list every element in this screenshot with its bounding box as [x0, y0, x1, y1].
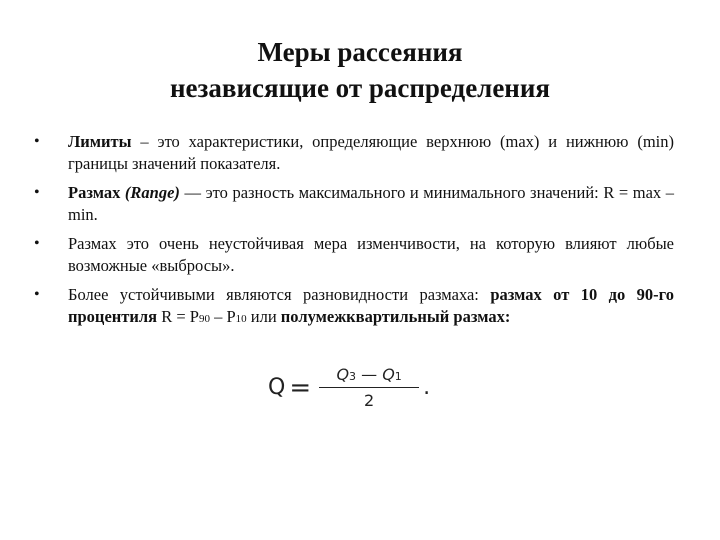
percentile-sub-90: 90 [198, 313, 210, 325]
q3-symbol: Q [336, 365, 350, 384]
fraction-denominator: 2 [364, 391, 375, 410]
or-connector: или [246, 307, 281, 326]
term-percentile-range: размах от 10 до 90-го процентиля [68, 285, 674, 326]
title-line-2: независящие от распределения [169, 73, 551, 103]
formula-fraction [319, 365, 419, 410]
bullet-range-instability [34, 233, 674, 277]
minus-sign: — [356, 365, 383, 384]
robust-intro: Более устойчивыми являются разновидности размаха: [68, 285, 491, 304]
title-line-1: Меры рассеяния [257, 37, 463, 67]
percentile-formula-b: – P [209, 307, 236, 326]
formula-equals: = [289, 372, 312, 403]
term-range: Размах [68, 183, 121, 202]
range-definition: — это разность максимального и минимального значений: R = max – min. [68, 183, 674, 224]
formula-lhs: Q [268, 375, 286, 400]
formula-period: . [423, 375, 431, 400]
percentile-formula-a: R = P [157, 307, 199, 326]
q1-subscript: 1 [394, 370, 402, 383]
slide-title [0, 34, 720, 106]
bullet-robust-ranges [34, 284, 674, 330]
range-instability-text: Размах это очень неустойчивая мера изменчивости, на которую влияют любые возможные «выбросы». [68, 234, 674, 275]
term-semi-iqr: полумежквартильный размах: [280, 307, 511, 326]
q1-symbol: Q [382, 365, 395, 384]
term-limits: Лимиты [68, 132, 132, 151]
fraction-numerator [332, 365, 405, 387]
bullet-limits [34, 131, 674, 175]
term-range-english: (Range) [120, 183, 180, 202]
q3-subscript: 3 [349, 370, 357, 383]
limits-definition: – это характеристики, определяющие верхнюю (max) и нижнюю (min) границы значений показателя. [68, 132, 674, 173]
bullet-range [34, 182, 674, 226]
percentile-sub-10: 10 [235, 313, 247, 325]
bullet-list [34, 131, 674, 337]
semi-iqr-formula [268, 365, 430, 410]
